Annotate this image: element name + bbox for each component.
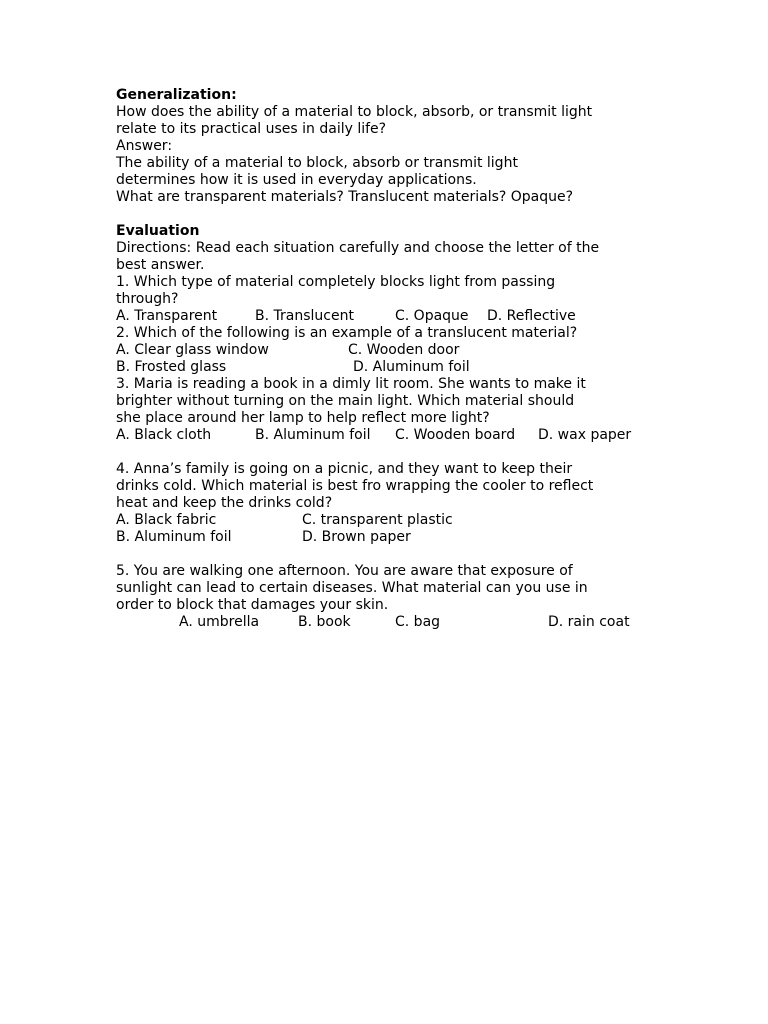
q1-option-c: C. Opaque (395, 308, 469, 324)
question-3-line-1: 3. Maria is reading a book in a dimly lit room. She wants to make it (116, 376, 586, 392)
q3-option-d: D. wax paper (538, 427, 632, 443)
question-4-line-2: drinks cold. Which material is best fro wrapping the cooler to reflect (116, 478, 594, 494)
q2-option-a: A. Clear glass window (116, 342, 269, 358)
document-body (116, 87, 676, 631)
q1-option-d: D. Reflective (487, 308, 576, 324)
q3-option-a: A. Black cloth (116, 427, 212, 443)
follow-up-question: What are transparent materials? Translucent materials? Opaque? (116, 189, 574, 205)
q3-option-b: B. Aluminum foil (255, 427, 371, 443)
q3-option-c: C. Wooden board (395, 427, 516, 443)
question-5-line-2: sunlight can lead to certain diseases. What material can you use in (116, 580, 588, 596)
generalization-heading: Generalization: (116, 87, 237, 103)
q4-option-c: C. transparent plastic (302, 512, 453, 528)
question-2-options-row-2 (116, 359, 676, 376)
answer-label: Answer: (116, 138, 173, 154)
spacer (116, 444, 676, 461)
question-5-line-3: order to block that damages your skin. (116, 597, 389, 613)
question-4-line-1: 4. Anna’s family is going on a picnic, and they want to keep their (116, 461, 573, 477)
q1-option-b: B. Translucent (255, 308, 354, 324)
q1-option-a: A. Transparent (116, 308, 218, 324)
q2-option-b: B. Frosted glass (116, 359, 227, 375)
question-1-line-2: through? (116, 291, 179, 307)
question-1-options (116, 308, 676, 325)
question-3-line-3: she place around her lamp to help reflect more light? (116, 410, 490, 426)
q5-option-c: C. bag (395, 614, 441, 630)
directions-line-1: Directions: Read each situation carefully and choose the letter of the (116, 240, 600, 256)
spacer (116, 206, 676, 223)
q2-option-c: C. Wooden door (348, 342, 460, 358)
question-3-options (116, 427, 676, 444)
q4-option-a: A. Black fabric (116, 512, 217, 528)
question-2-options-row-1 (116, 342, 676, 359)
generalization-question-line-2: relate to its practical uses in daily life? (116, 121, 387, 137)
q5-option-a: A. umbrella (179, 614, 260, 630)
directions-line-2: best answer. (116, 257, 205, 273)
spacer (116, 546, 676, 563)
q2-option-d: D. Aluminum foil (353, 359, 470, 375)
question-4-options-row-1 (116, 512, 676, 529)
question-3-line-2: brighter without turning on the main light. Which material should (116, 393, 575, 409)
answer-line-2: determines how it is used in everyday applications. (116, 172, 477, 188)
q4-option-d: D. Brown paper (302, 529, 411, 545)
question-2-line-1: 2. Which of the following is an example of a translucent material? (116, 325, 578, 341)
q5-option-d: D. rain coat (548, 614, 630, 630)
q4-option-b: B. Aluminum foil (116, 529, 232, 545)
question-5-line-1: 5. You are walking one afternoon. You are aware that exposure of (116, 563, 573, 579)
question-5-options (116, 614, 676, 631)
answer-line-1: The ability of a material to block, absorb or transmit light (116, 155, 518, 171)
q5-option-b: B. book (298, 614, 351, 630)
generalization-question-line-1: How does the ability of a material to block, absorb, or transmit light (116, 104, 593, 120)
question-1-line-1: 1. Which type of material completely blocks light from passing (116, 274, 556, 290)
evaluation-heading: Evaluation (116, 223, 200, 239)
question-4-options-row-2 (116, 529, 676, 546)
question-4-line-3: heat and keep the drinks cold? (116, 495, 333, 511)
